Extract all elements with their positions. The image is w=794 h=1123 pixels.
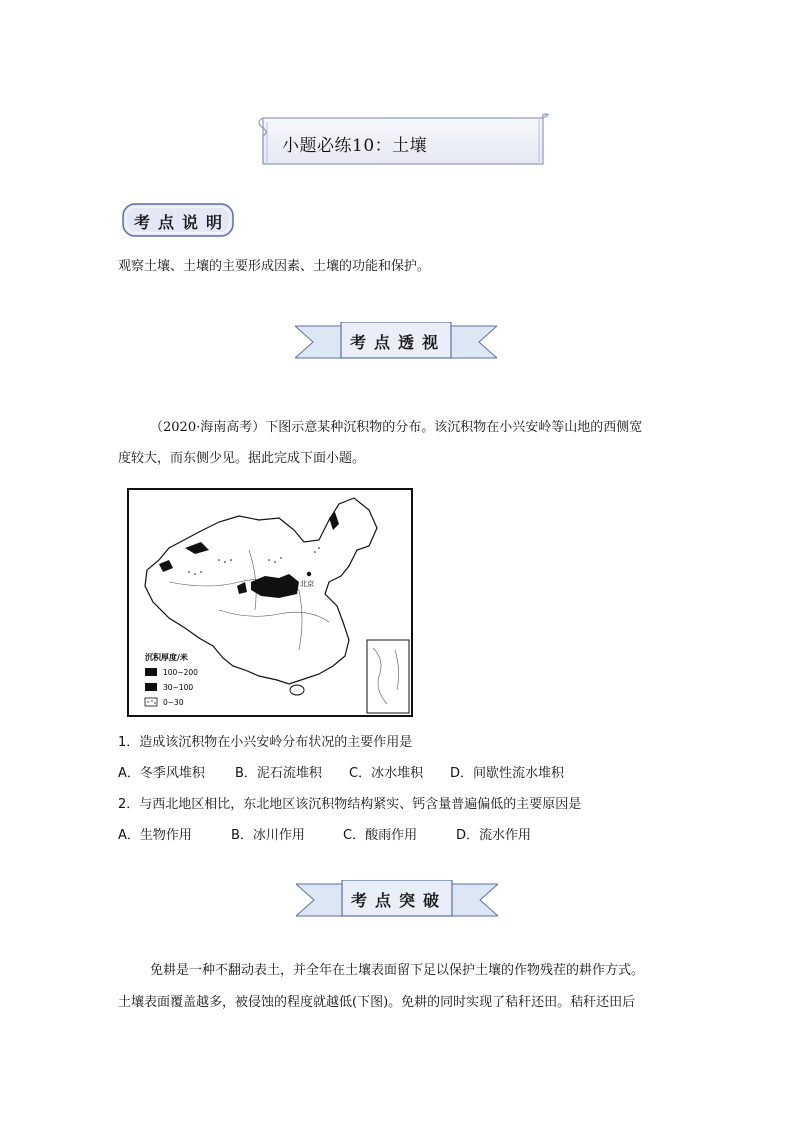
question-intro-line2: 度较大，而东侧少见。据此完成下面小题。 xyxy=(118,451,366,466)
sediment-distribution-map xyxy=(127,488,413,717)
section-label-breakthrough: 考点突破 xyxy=(351,891,448,910)
breakthrough-para-line1: 免耕是一种不翻动表土，并全年在土壤表面留下足以保护土壤的作物残茬的耕作方式。 xyxy=(150,963,645,978)
legend-item-1: 100~200 xyxy=(163,668,198,677)
breakthrough-para-line2: 土壤表面覆盖越多，被侵蚀的程度就越低(下图)。免耕的同时实现了秸秆还田。秸秆还田后 xyxy=(118,995,636,1010)
legend-title: 沉积厚度/米 xyxy=(145,653,188,662)
china-outline-map xyxy=(129,490,411,715)
q1-option-c[interactable]: C．冰水堆积 xyxy=(349,766,424,781)
section-label-explain: 考点说明 xyxy=(134,213,231,232)
section-intro-text: 观察土壤、土壤的主要形成因素、土壤的功能和保护。 xyxy=(118,259,431,274)
q2-option-a[interactable]: A．生物作用 xyxy=(118,828,192,843)
q1-option-b[interactable]: B．泥石流堆积 xyxy=(235,766,322,781)
q1-option-a[interactable]: A．冬季风堆积 xyxy=(118,766,205,781)
q2-option-d[interactable]: D．流水作用 xyxy=(456,828,532,843)
page-title: 小题必练10：土壤 xyxy=(282,136,428,156)
legend-item-2: 30~100 xyxy=(163,683,194,692)
q2-option-b[interactable]: B．冰川作用 xyxy=(231,828,305,843)
city-label: 北京 xyxy=(300,580,314,588)
section-label-perspective: 考点透视 xyxy=(350,333,447,352)
legend-swatch-medium xyxy=(145,683,157,691)
legend-swatch-thick xyxy=(145,668,157,676)
question-2-stem: 2．与西北地区相比，东北地区该沉积物结构紧实、钙含量普遍偏低的主要原因是 xyxy=(118,797,582,812)
q1-option-d[interactable]: D．间歇性流水堆积 xyxy=(450,766,565,781)
legend-item-3: 0~30 xyxy=(163,698,184,707)
q2-option-c[interactable]: C．酸雨作用 xyxy=(343,828,418,843)
legend-swatch-dots xyxy=(145,698,157,706)
question-intro-line1: （2020·海南高考）下图示意某种沉积物的分布。该沉积物在小兴安岭等山地的西侧宽 xyxy=(150,420,643,435)
south-sea-inset xyxy=(367,640,409,713)
beijing-marker xyxy=(307,572,311,576)
question-1-stem: 1．造成该沉积物在小兴安岭分布状况的主要作用是 xyxy=(118,735,413,750)
